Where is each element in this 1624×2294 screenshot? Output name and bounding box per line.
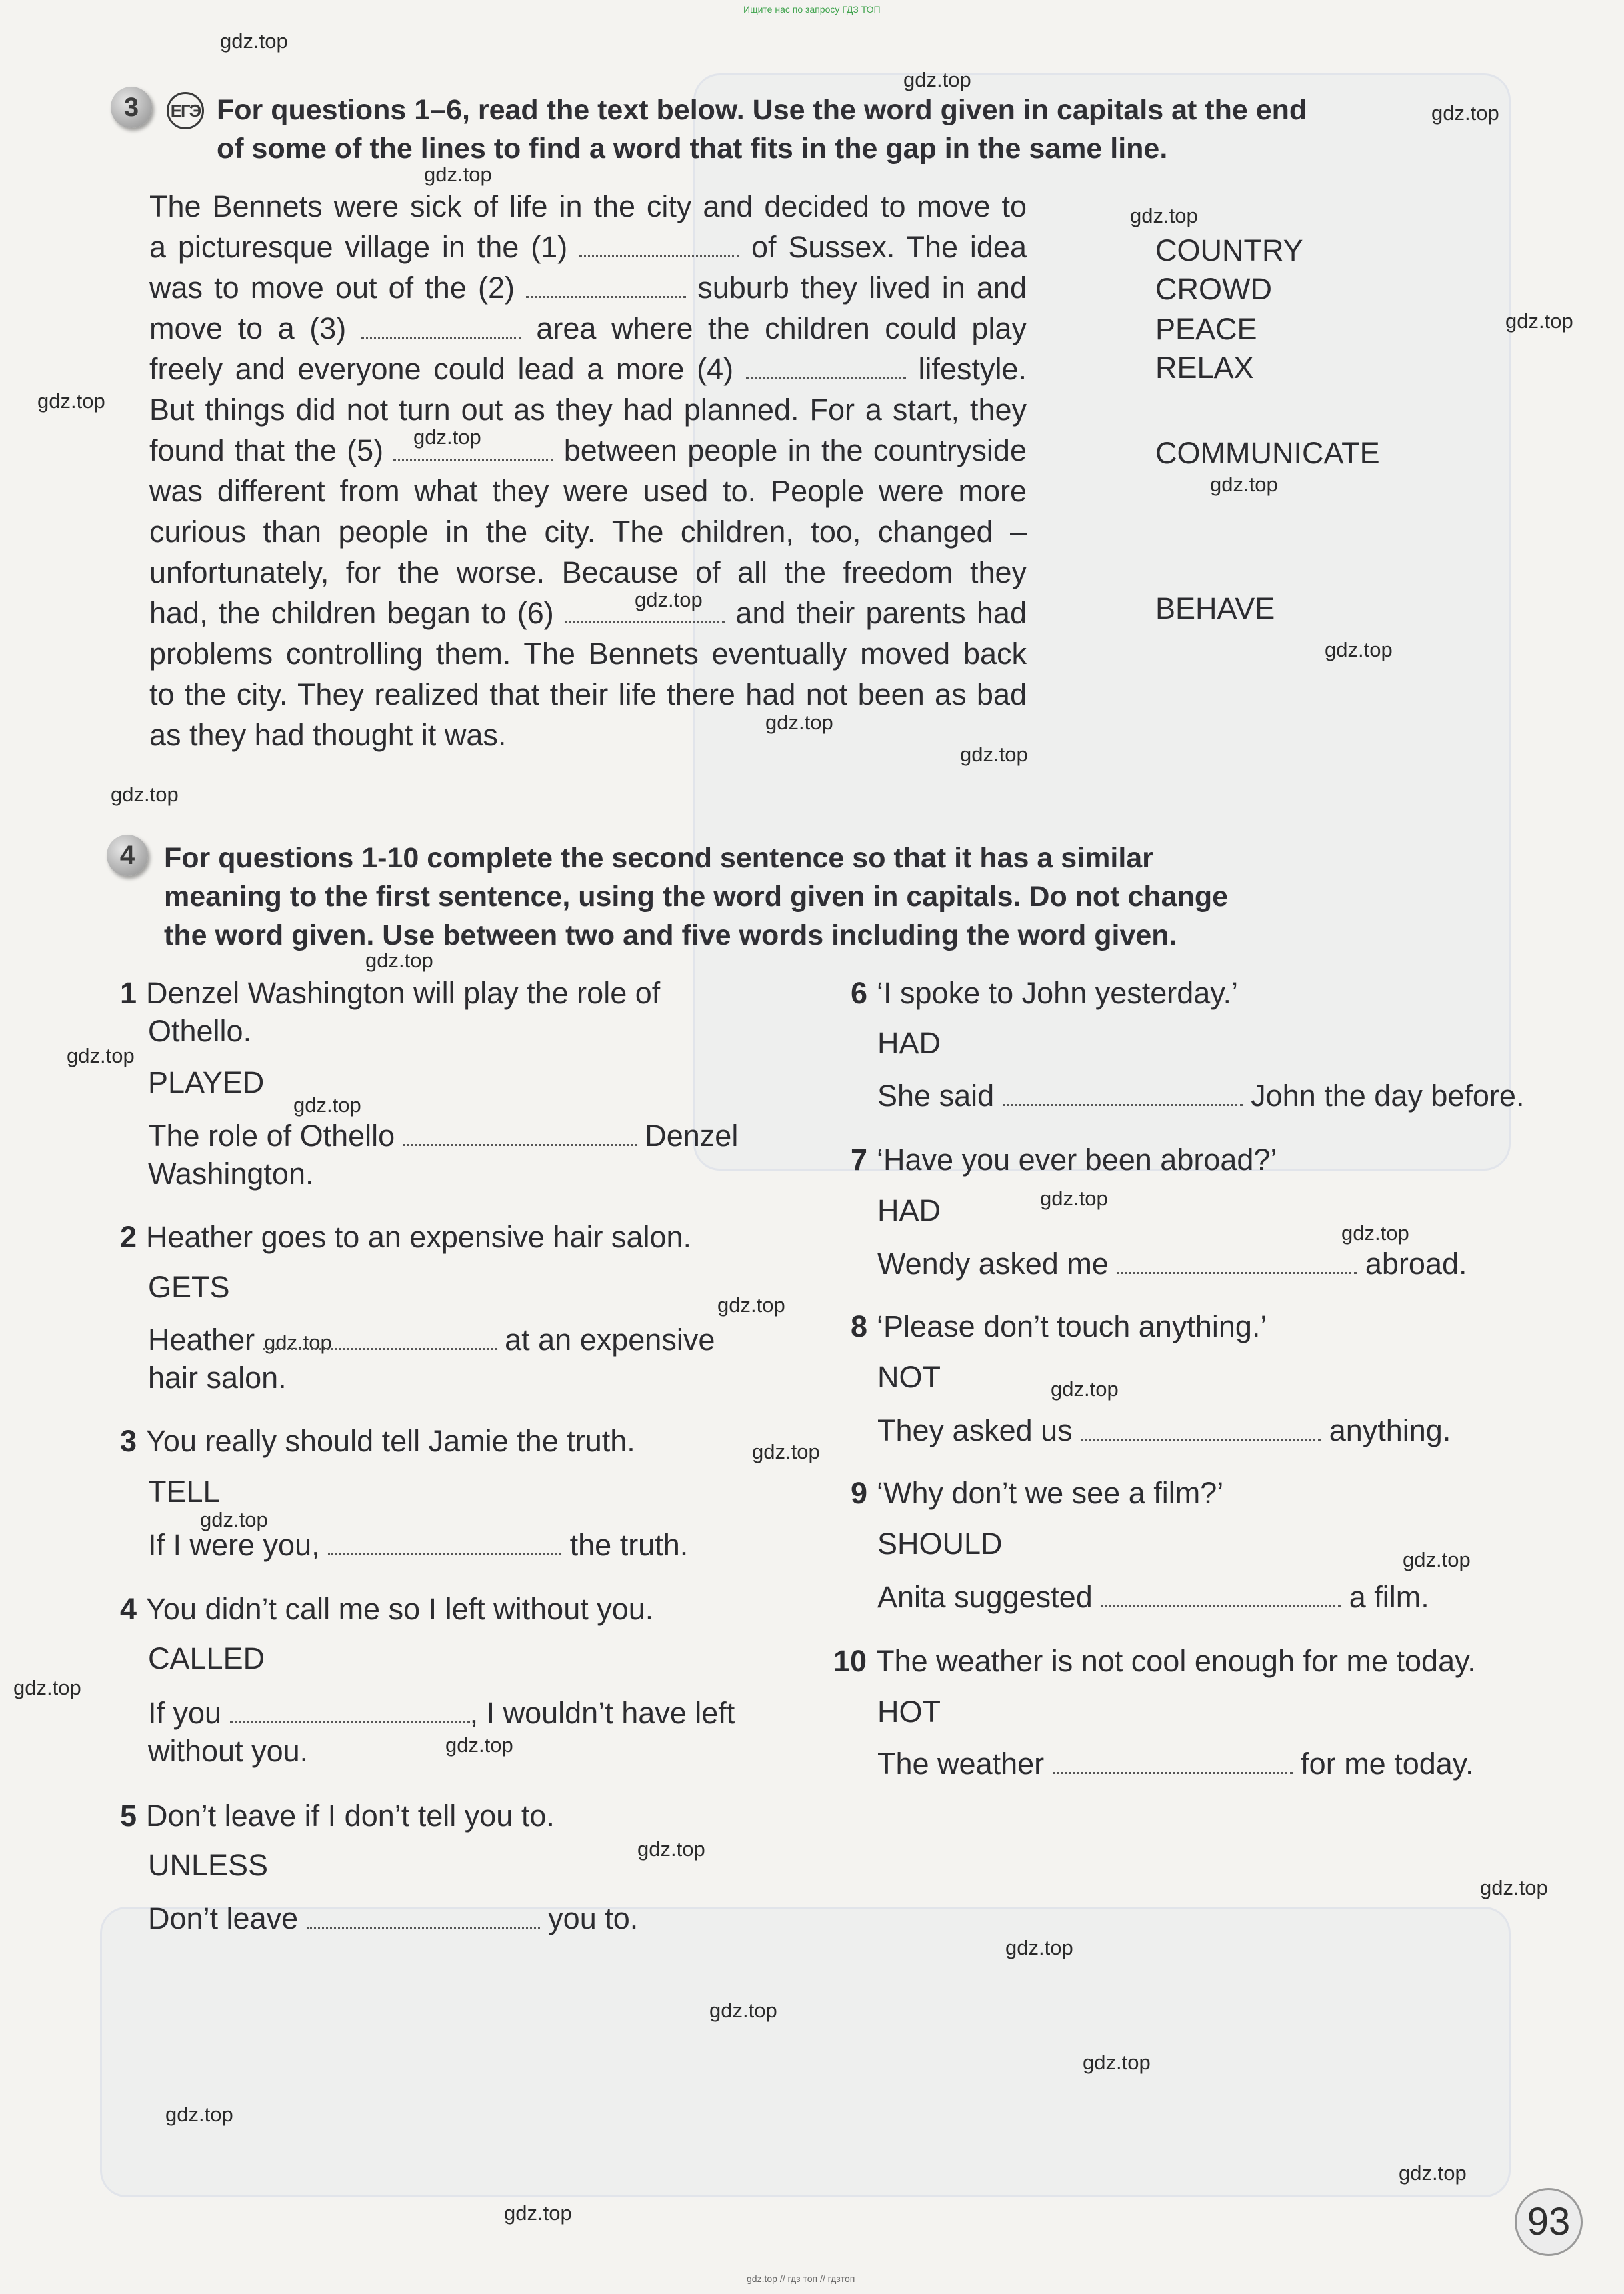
watermark: gdz.top <box>424 163 492 186</box>
passage-line: a picturesque village in the (1) of Sussex. The idea <box>149 230 1027 264</box>
watermark: gdz.top <box>1130 204 1198 227</box>
watermark: gdz.top <box>709 1999 777 2022</box>
watermark: gdz.top <box>1399 2161 1467 2185</box>
item-1-gap[interactable] <box>403 1124 637 1146</box>
passage-line: But things did not turn out as they had planned. For a start, they <box>149 393 1027 427</box>
watermark: gdz.top <box>1040 1187 1108 1210</box>
watermark: gdz.top <box>445 1733 513 1757</box>
item-5-gap[interactable] <box>307 1907 540 1929</box>
gap-6[interactable] <box>565 601 725 623</box>
keyword: RELAX <box>1155 351 1254 385</box>
passage-line: as they had thought it was. <box>149 718 507 752</box>
keyword: COUNTRY <box>1155 233 1303 267</box>
page-number: 93 <box>1515 2188 1583 2256</box>
keyword: CROWD <box>1155 272 1272 306</box>
item-10-sentence: 10 The weather is not cool enough for me today. <box>833 1644 1476 1678</box>
exercise-3-instruction-line-2: of some of the lines to find a word that fits in the gap in the same line. <box>217 133 1168 165</box>
watermark: gdz.top <box>903 68 971 91</box>
item-7-keyword: HAD <box>877 1193 941 1227</box>
gap-4[interactable] <box>746 357 906 379</box>
item-2-sentence: 2 Heather goes to an expensive hair salon. <box>120 1220 692 1254</box>
item-7-answer: Wendy asked me abroad. <box>877 1247 1467 1281</box>
watermark: gdz.top <box>67 1044 135 1067</box>
watermark: gdz.top <box>1005 1936 1073 1959</box>
item-7-gap[interactable] <box>1117 1252 1357 1274</box>
item-4-keyword: CALLED <box>148 1641 265 1675</box>
item-7-sentence: 7 ‘Have you ever been abroad?’ <box>851 1143 1277 1177</box>
item-8-sentence: 8 ‘Please don’t touch anything.’ <box>851 1309 1267 1343</box>
item-4-answer-cont: without you. <box>148 1734 309 1768</box>
passage-line: found that the (5) between people in the countryside <box>149 433 1027 467</box>
item-2-keyword: GETS <box>148 1270 230 1304</box>
watermark: gdz.top <box>264 1331 332 1354</box>
item-1-keyword: PLAYED <box>148 1065 265 1099</box>
watermark: gdz.top <box>752 1440 820 1463</box>
watermark: gdz.top <box>1480 1876 1548 1899</box>
item-10-gap[interactable] <box>1053 1752 1293 1774</box>
item-1-sentence: 1 Denzel Washington will play the role of <box>120 976 661 1010</box>
item-9-sentence: 9 ‘Why don’t we see a film?’ <box>851 1476 1224 1510</box>
watermark: gdz.top <box>1403 1548 1471 1571</box>
exercise-4-instruction-line-1: For questions 1-10 complete the second sentence so that it has a similar <box>164 842 1153 874</box>
exercise-4-number: 4 <box>107 835 148 876</box>
watermark: gdz.top <box>165 2103 233 2126</box>
watermark: gdz.top <box>13 1676 81 1699</box>
passage-line: unfortunately, for the worse. Because of all the freedom they <box>149 555 1027 589</box>
watermark: gdz.top <box>365 949 433 972</box>
item-2-gap[interactable] <box>263 1328 497 1350</box>
keyword: BEHAVE <box>1155 591 1275 625</box>
item-2-answer: Heather at an expensive <box>148 1323 715 1357</box>
exercise-3-instruction-line-1: For questions 1–6, read the text below. Use the word given in capitals at the end <box>217 94 1307 126</box>
passage-line: was to move out of the (2) suburb they lived in and <box>149 271 1027 305</box>
item-6-sentence: 6 ‘I spoke to John yesterday.’ <box>851 976 1238 1010</box>
item-6-keyword: HAD <box>877 1026 941 1060</box>
item-6-answer: She said John the day before. <box>877 1079 1525 1113</box>
footer-tag: gdz.top // гдз топ // гдзтоп <box>747 2273 855 2284</box>
passage-line: move to a (3) area where the children could play <box>149 311 1027 345</box>
passage-line: The Bennets were sick of life in the city and decided to move to <box>149 189 1027 223</box>
item-1-answer-cont: Washington. <box>148 1157 314 1191</box>
item-9-keyword: SHOULD <box>877 1527 1003 1561</box>
keyword: COMMUNICATE <box>1155 436 1380 470</box>
watermark: gdz.top <box>635 588 703 611</box>
item-1-sentence-cont: Othello. <box>148 1014 252 1048</box>
item-4-sentence: 4 You didn’t call me so I left without you. <box>120 1592 654 1626</box>
watermark: gdz.top <box>37 389 105 413</box>
watermark: gdz.top <box>504 2201 572 2225</box>
watermark: gdz.top <box>1210 473 1278 496</box>
item-5-answer: Don’t leave you to. <box>148 1901 639 1935</box>
item-9-gap[interactable] <box>1101 1585 1341 1607</box>
watermark: gdz.top <box>1505 309 1573 333</box>
item-3-keyword: TELL <box>148 1475 220 1509</box>
passage-line: had, the children began to (6) and their parents had <box>149 596 1027 630</box>
search-hint: Ищите нас по запросу ГДЗ ТОП <box>743 4 881 15</box>
watermark: gdz.top <box>200 1508 268 1531</box>
bleed-through-panel <box>100 1907 1511 2197</box>
exercise-4-instruction-line-2: meaning to the first sentence, using the word given in capitals. Do not change <box>164 881 1228 913</box>
item-1-answer: The role of Othello Denzel <box>148 1119 739 1153</box>
passage-line: to the city. They realized that their life there had not been as bad <box>149 677 1027 711</box>
item-5-keyword: UNLESS <box>148 1848 269 1882</box>
gap-2[interactable] <box>526 276 686 298</box>
watermark: gdz.top <box>717 1293 785 1317</box>
watermark: gdz.top <box>1051 1377 1119 1401</box>
keyword: PEACE <box>1155 312 1257 346</box>
watermark: gdz.top <box>1325 638 1393 661</box>
watermark: gdz.top <box>413 425 481 449</box>
passage-line: problems controlling them. The Bennets eventually moved back <box>149 637 1027 671</box>
item-2-answer-cont: hair salon. <box>148 1361 287 1395</box>
watermark: gdz.top <box>765 711 833 734</box>
gap-3[interactable] <box>361 317 521 339</box>
watermark: gdz.top <box>220 29 288 53</box>
item-10-answer: The weather for me today. <box>877 1747 1474 1781</box>
passage-line: was different from what they were used to. People were more <box>149 474 1027 508</box>
watermark: gdz.top <box>960 743 1028 766</box>
item-4-gap[interactable] <box>230 1701 470 1723</box>
item-4-answer: If you , I wouldn’t have left <box>148 1696 735 1730</box>
passage-line: freely and everyone could lead a more (4) lifestyle. <box>149 352 1027 386</box>
watermark: gdz.top <box>293 1093 361 1117</box>
watermark: gdz.top <box>637 1837 705 1861</box>
item-9-answer: Anita suggested a film. <box>877 1580 1429 1614</box>
ege-badge-icon: ЕГЭ <box>167 92 204 129</box>
item-6-gap[interactable] <box>1003 1084 1243 1106</box>
gap-5[interactable] <box>393 439 553 461</box>
item-8-gap[interactable] <box>1081 1419 1321 1441</box>
exercise-3-number: 3 <box>111 87 152 128</box>
passage-line: curious than people in the city. The children, too, changed – <box>149 515 1027 549</box>
watermark: gdz.top <box>1431 101 1499 125</box>
watermark: gdz.top <box>1341 1221 1409 1245</box>
item-8-answer: They asked us anything. <box>877 1413 1451 1447</box>
watermark: gdz.top <box>111 783 179 806</box>
watermark: gdz.top <box>1083 2051 1151 2074</box>
item-8-keyword: NOT <box>877 1360 941 1394</box>
item-3-sentence: 3 You really should tell Jamie the truth. <box>120 1424 635 1458</box>
item-10-keyword: HOT <box>877 1695 941 1729</box>
item-5-sentence: 5 Don’t leave if I don’t tell you to. <box>120 1799 555 1833</box>
exercise-4-instruction-line-3: the word given. Use between two and five words including the word given. <box>164 919 1177 951</box>
item-3-gap[interactable] <box>328 1533 561 1555</box>
item-3-answer: If I were you, the truth. <box>148 1528 689 1562</box>
gap-1[interactable] <box>579 235 739 257</box>
